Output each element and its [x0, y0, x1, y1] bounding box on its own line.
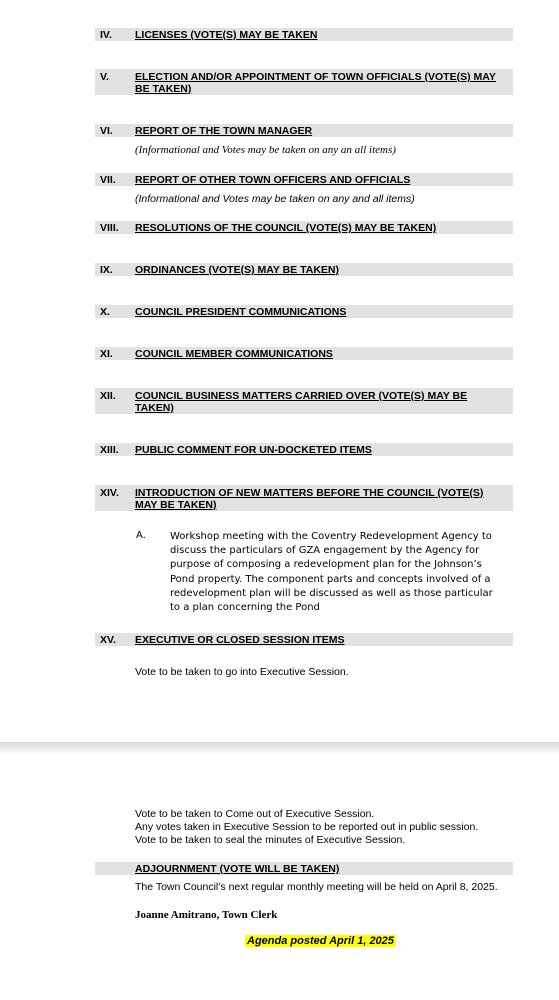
town-clerk-signature: Joanne Amitrano, Town Clerk	[135, 909, 278, 921]
section-title: RESOLUTIONS OF THE COUNCIL (VOTE(S) MAY BE TAKEN)	[135, 222, 437, 234]
executive-session-line: Vote to be taken to seal the minutes of Executive Session.	[135, 834, 406, 846]
section-title: COUNCIL MEMBER COMMUNICATIONS	[135, 348, 333, 360]
section-title: ELECTION AND/OR APPOINTMENT OF TOWN OFFICIALS (VOTE(S) MAY BE TAKEN)	[135, 71, 496, 95]
section-number: IV.	[100, 29, 112, 41]
section-note: (Informational and Votes may be taken on any and all items)	[135, 193, 415, 205]
section-number: VIII.	[100, 222, 119, 234]
section-number: X.	[100, 306, 110, 318]
next-meeting-note: The Town Council’s next regular monthly meeting will be held on April 8, 2025.	[135, 881, 498, 893]
section-title: REPORT OF OTHER TOWN OFFICERS AND OFFICIALS	[135, 174, 411, 186]
section-title: EXECUTIVE OR CLOSED SESSION ITEMS	[135, 634, 345, 646]
section-title: INTRODUCTION OF NEW MATTERS BEFORE THE COUNCIL (VOTE(S) MAY BE TAKEN)	[135, 487, 484, 511]
section-number: VII.	[100, 174, 116, 186]
section-note: (Informational and Votes may be taken on any an all items)	[135, 144, 396, 156]
section-note: Vote to be taken to go into Executive Session.	[135, 666, 349, 678]
section-number: XII.	[100, 390, 116, 402]
section-number: XV.	[100, 634, 116, 646]
executive-session-line: Any votes taken in Executive Session to be reported out in public session.	[135, 821, 479, 833]
section-number: XIII.	[100, 444, 119, 456]
agenda-item-text: Workshop meeting with the Coventry Redevelopment Agency to discuss the particulars of GZA engagement by the Agency for purpose of composing a redevelopment plan for the Johnson’s Pond property. The component parts and concepts involved of a redevelopment plan will be discussed as well as those particular to a plan concerning the Pond	[170, 531, 493, 614]
executive-session-line: Vote to be taken to Come out of Executive Session.	[135, 808, 375, 820]
section-number: XIV.	[100, 487, 119, 499]
section-title: ORDINANCES (VOTE(S) MAY BE TAKEN)	[135, 264, 339, 276]
section-number: XI.	[100, 348, 113, 360]
section-number: VI.	[100, 125, 113, 137]
section-number: IX.	[100, 264, 113, 276]
section-title: COUNCIL PRESIDENT COMMUNICATIONS	[135, 306, 347, 318]
section-title: COUNCIL BUSINESS MATTERS CARRIED OVER (VOTE(S) MAY BE TAKEN)	[135, 390, 468, 414]
section-title: REPORT OF THE TOWN MANAGER	[135, 125, 313, 137]
adjournment-title: ADJOURNMENT (VOTE WILL BE TAKEN)	[135, 863, 340, 875]
agenda-posted-highlight: Agenda posted April 1, 2025	[247, 935, 394, 947]
section-title: LICENSES (VOTE(S) MAY BE TAKEN	[135, 29, 318, 41]
section-title: PUBLIC COMMENT FOR UN-DOCKETED ITEMS	[135, 444, 372, 456]
section-number: V.	[100, 71, 109, 83]
agenda-item-letter: A.	[136, 530, 146, 541]
page-break	[0, 742, 559, 756]
